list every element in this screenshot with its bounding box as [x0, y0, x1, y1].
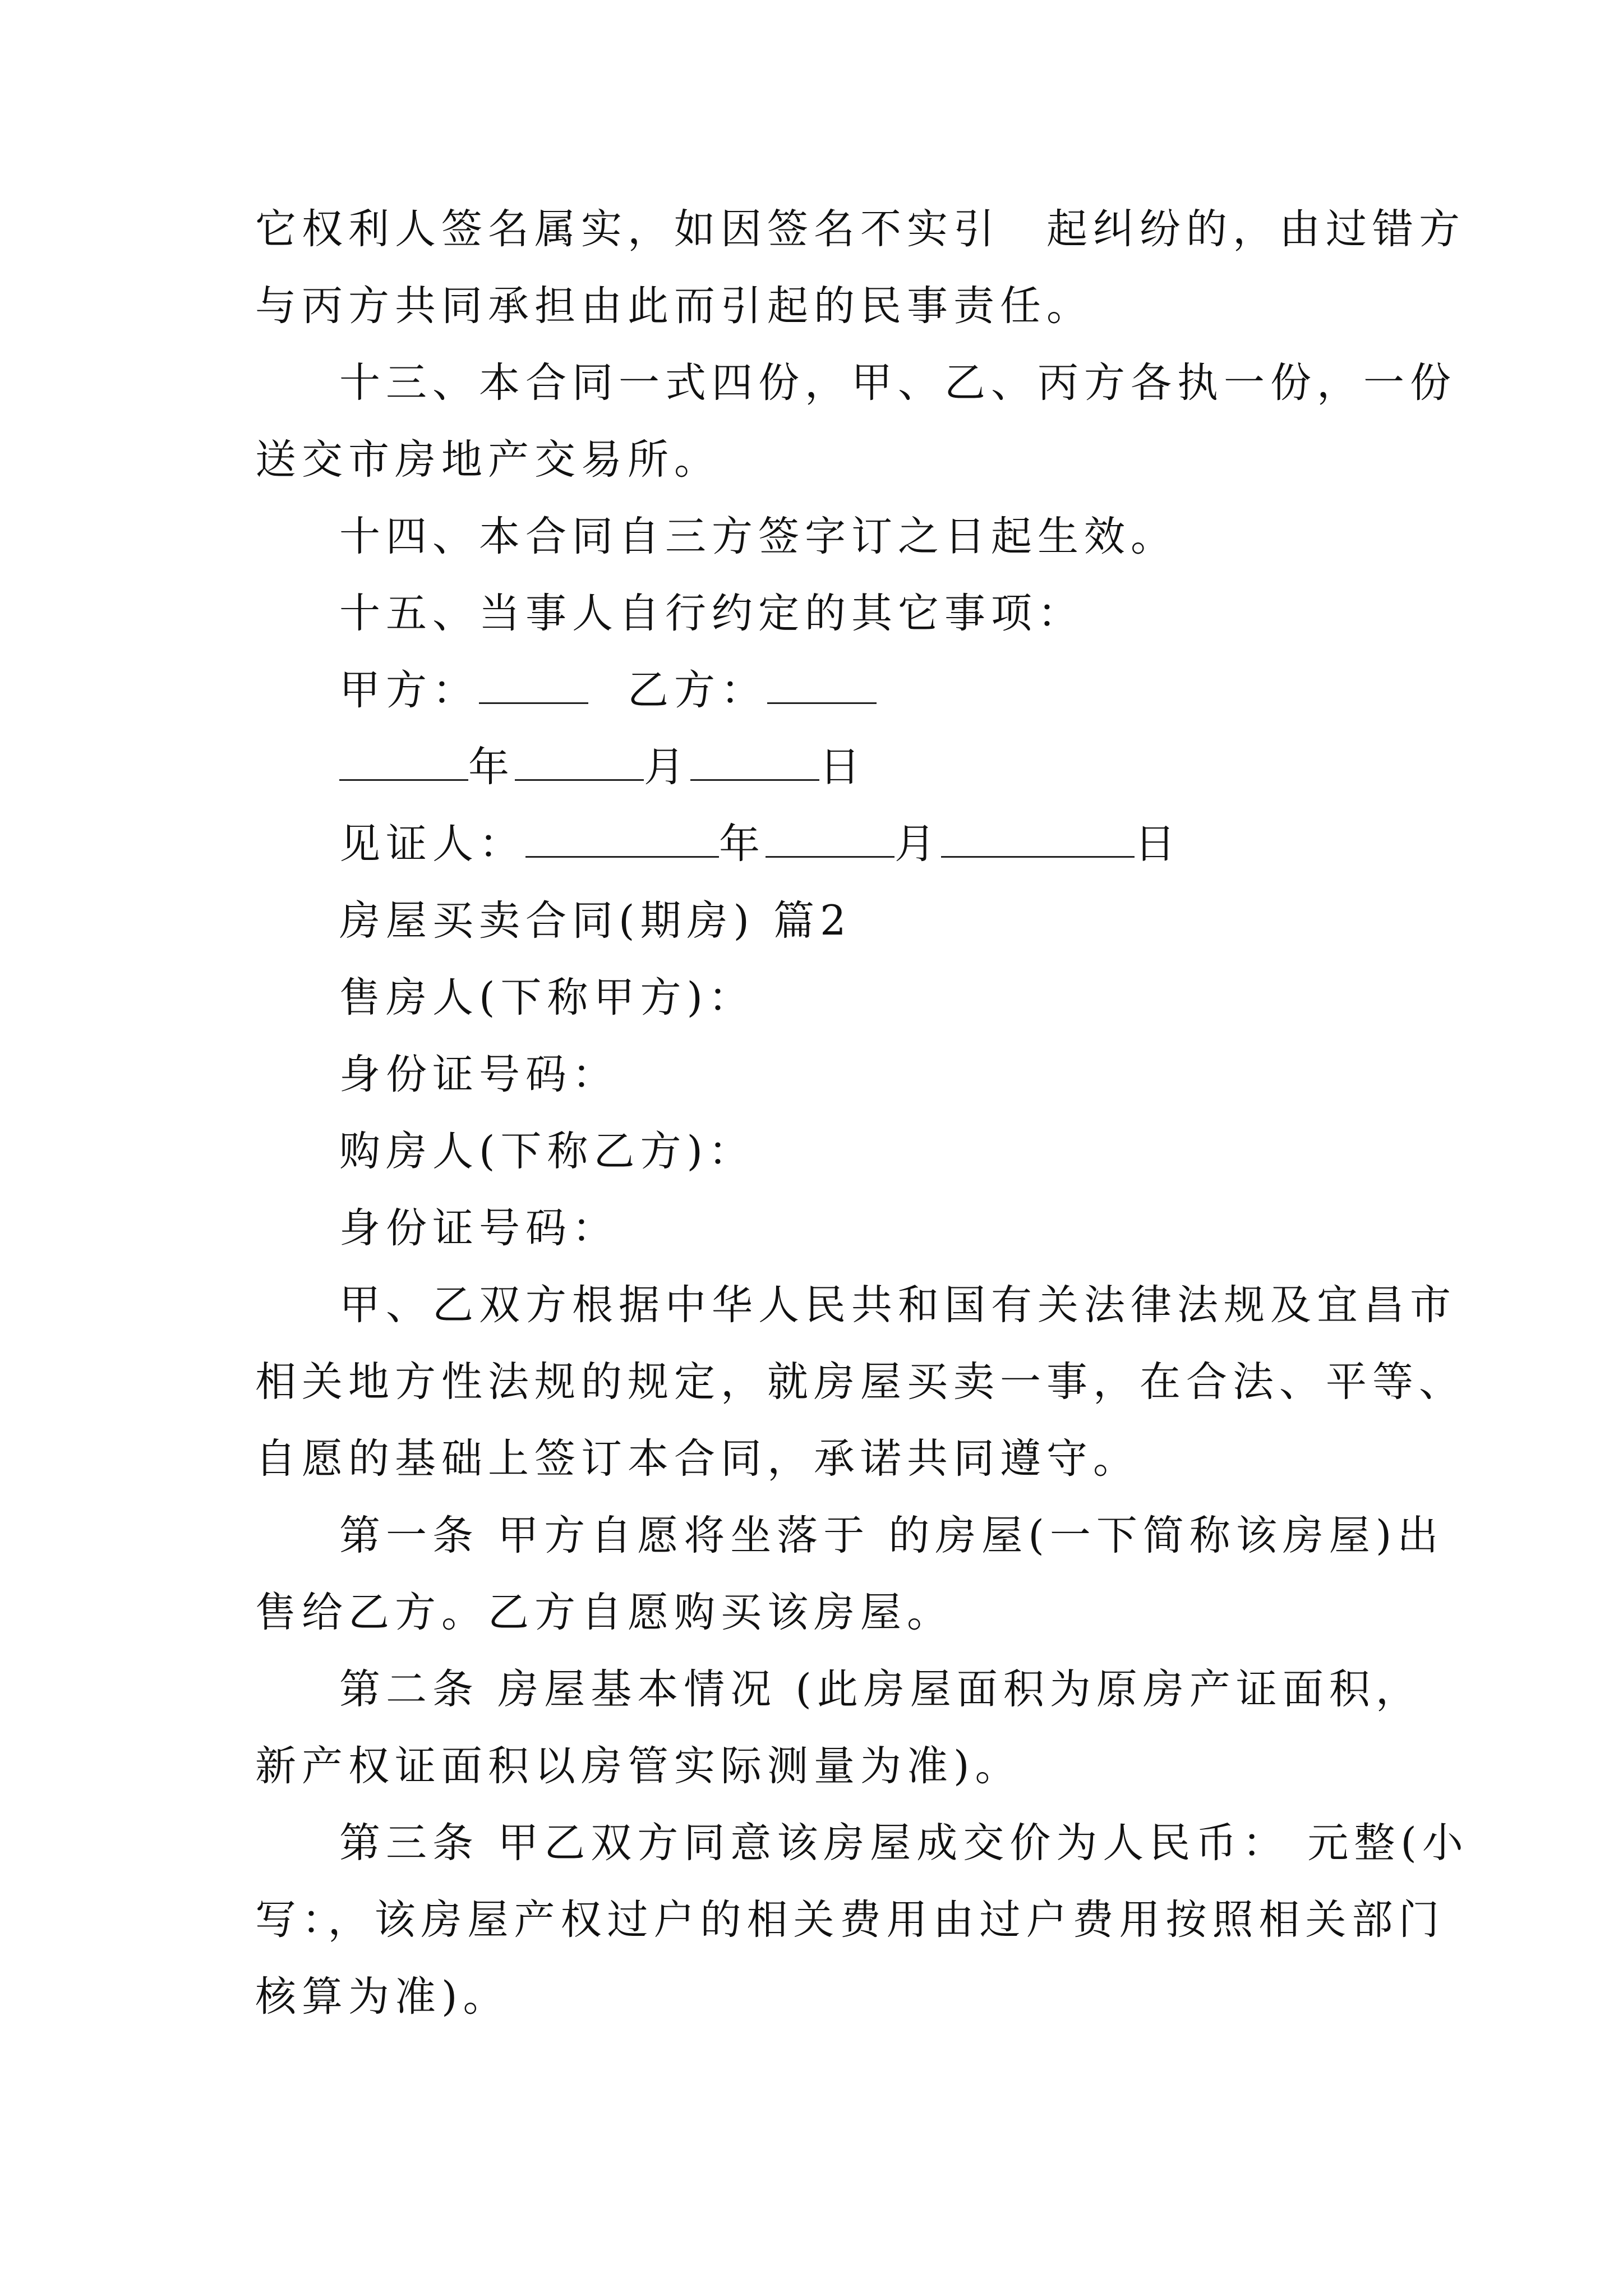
article-1-line: 第一条 甲方自愿将坐落于 的房屋(一下简称该房屋)出: [339, 1512, 1444, 1559]
party-a-signature-blank: [479, 669, 588, 704]
buyer-id-label: 身份证号码：: [339, 1204, 619, 1252]
paragraph-line: 甲、乙双方根据中华人民共和国有关法律法规及宜昌市: [339, 1281, 1456, 1329]
party-b-signature-blank: [767, 669, 877, 704]
paragraph-line: 十三、本合同一式四份，甲、乙、丙方各执一份，一份: [339, 359, 1456, 407]
witness-year-label: 年: [719, 820, 766, 868]
paragraph-line: 写：，该房屋产权过户的相关费用由过户费用按照相关部门: [255, 1896, 1445, 1944]
buyer-label: 购房人(下称乙方)：: [339, 1128, 755, 1175]
paragraph-line: 核算为准)。: [255, 1973, 510, 2021]
paragraph-line: 售给乙方。乙方自愿购买该房屋。: [255, 1589, 953, 1636]
year-blank: [339, 746, 468, 781]
article-3-line: 第三条 甲乙双方同意该房屋成交价为人民币： 元整(小: [339, 1819, 1469, 1867]
day-blank: [690, 746, 819, 781]
party-a-label: 甲方：: [339, 666, 479, 714]
party-b-label: 乙方：: [628, 666, 767, 714]
seller-label: 售房人(下称甲方)：: [339, 974, 755, 1022]
paragraph-line: 与丙方共同承担由此而引起的民事责任。: [255, 282, 1093, 330]
paragraph-line: 相关地方性法规的规定，就房屋买卖一事，在合法、平等、: [255, 1358, 1465, 1406]
witness-blank: [525, 822, 719, 858]
witness-day-label: 日: [1135, 820, 1181, 868]
day-label: 日: [819, 743, 866, 791]
paragraph-line: 它权利人签名属实，如因签名不实引 起纠纷的，由过错方: [255, 205, 1465, 253]
article-2-line: 第二条 房屋基本情况 (此房屋面积为原房产证面积，: [339, 1665, 1422, 1713]
witness-label: 见证人：: [339, 820, 525, 868]
paragraph-line: 自愿的基础上签订本合同，承诺共同遵守。: [255, 1435, 1140, 1483]
month-blank: [515, 746, 644, 781]
year-label: 年: [468, 743, 515, 791]
witness-month-label: 月: [895, 820, 941, 868]
witness-line: [255, 806, 1405, 882]
paragraph-line: 送交市房地产交易所。: [255, 436, 721, 484]
seller-id-label: 身份证号码：: [339, 1051, 619, 1098]
paragraph-line: 十五、当事人自行约定的其它事项：: [339, 590, 1084, 637]
paragraph-line: 十四、本合同自三方签字订之日起生效。: [339, 513, 1177, 560]
paragraph-line: 新产权证面积以房管实际测量为准)。: [255, 1742, 1022, 1790]
signature-parties-line: [255, 652, 1405, 729]
witness-day-blank: [941, 822, 1135, 858]
signature-date-line: [255, 729, 1405, 806]
witness-month-blank: [766, 822, 895, 858]
section-heading: 房屋买卖合同(期房) 篇2: [339, 897, 852, 945]
month-label: 月: [644, 743, 690, 791]
document-page: [255, 191, 1469, 2035]
